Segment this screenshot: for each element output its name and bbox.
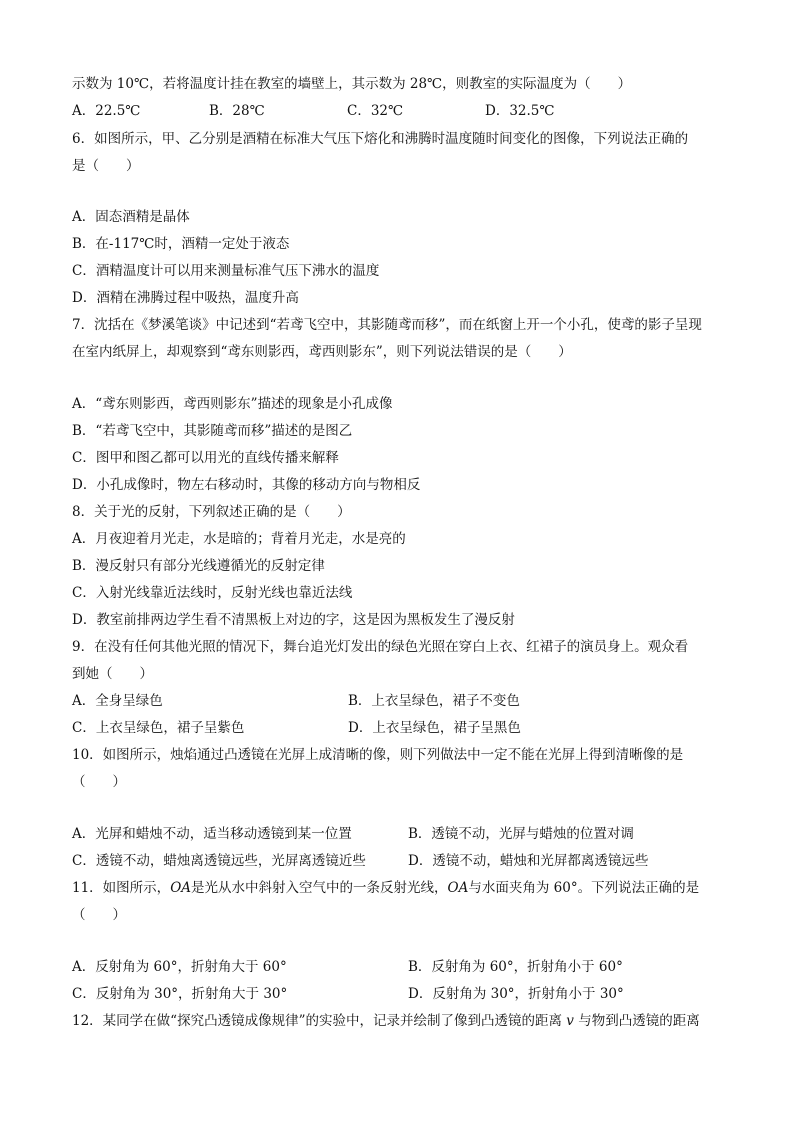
q7-option-b: B．“若鸢飞空中，其影随鸢而移”描述的是图乙	[72, 423, 353, 439]
q6-option-b: B．在-117℃时，酒精一定处于液态	[72, 236, 290, 252]
q10-stem-line2: （ ）	[72, 774, 126, 790]
q9-stem-line2: 到她（ ）	[72, 666, 153, 682]
q11-option-a: A．反射角为 60°，折射角大于 60°	[72, 959, 287, 975]
q7-option-c: C．图甲和图乙都可以用光的直线传播来解释	[72, 450, 339, 466]
q11-stem-mid: 是光从水中斜射入空气中的一条反射光线，	[191, 880, 448, 896]
q11-number: 11．如图所示，	[72, 880, 171, 896]
q9-options-row1	[72, 691, 732, 711]
q6-option-d: D．酒精在沸腾过程中吸热，温度升高	[72, 290, 299, 306]
q9-option-c: C．上衣呈绿色，裙子呈紫色	[72, 720, 245, 736]
q11-stem-line1	[72, 878, 699, 898]
q10-options-row2	[72, 851, 732, 871]
q5-option-d: D．32.5℃	[485, 103, 555, 119]
q5-stem: 示数为 10℃，若将温度计挂在教室的墙壁上，其示数为 28℃，则教室的实际温度为（ ）	[72, 76, 632, 92]
q11-option-c: C．反射角为 30°，折射角大于 30°	[72, 986, 288, 1002]
q12-v-label: v	[566, 1013, 574, 1029]
q9-option-d: D．上衣呈绿色，裙子呈黑色	[348, 720, 521, 736]
q6-stem-line1: 6．如图所示，甲、乙分别是酒精在标准大气压下熔化和沸腾时温度随时间变化的图像，下列说法正确的	[72, 131, 689, 147]
q11-oa-label-2: OA	[447, 880, 469, 896]
q11-option-d: D．反射角为 30°，折射角小于 30°	[408, 986, 624, 1002]
q11-options-row1	[72, 957, 732, 977]
q11-stem-end: 与水面夹角为 60°。下列说法正确的是	[468, 880, 700, 896]
q7-stem-line1: 7．沈括在《梦溪笔谈》中记述到“若鸢飞空中，其影随鸢而移”，而在纸窗上开一个小孔，使鸢的影子呈现	[72, 317, 702, 333]
q10-option-c: C．透镜不动，蜡烛离透镜远些，光屏离透镜近些	[72, 853, 366, 869]
q12-stem-pre: 12．某同学在做“探究凸透镜成像规律”的实验中，记录并绘制了像到凸透镜的距离	[72, 1013, 567, 1029]
q8-option-a: A．月夜迎着月光走，水是暗的；背着月光走，水是亮的	[72, 531, 406, 547]
q10-stem-line1: 10．如图所示，烛焰通过凸透镜在光屏上成清晰的像，则下列做法中一定不能在光屏上得到清晰像的是	[72, 747, 684, 763]
q9-stem-line1: 9．在没有任何其他光照的情况下，舞台追光灯发出的绿色光照在穿白上衣、红裙子的演员身上。观众看	[72, 639, 689, 655]
q6-option-c: C．酒精温度计可以用来测量标准气压下沸水的温度	[72, 263, 380, 279]
q9-options-row2	[72, 718, 732, 738]
q8-stem: 8．关于光的反射，下列叙述正确的是（ ）	[72, 504, 351, 520]
q10-option-a: A．光屏和蜡烛不动，适当移动透镜到某一位置	[72, 826, 352, 842]
q12-stem-post: 与物到凸透镜的距离	[573, 1013, 700, 1029]
q9-option-a: A．全身呈绿色	[72, 693, 163, 709]
q8-option-b: B．漫反射只有部分光线遵循光的反射定律	[72, 558, 325, 574]
q5-option-c: C．32℃	[347, 103, 404, 119]
q8-option-d: D．教室前排两边学生看不清黑板上对边的字，这是因为黑板发生了漫反射	[72, 612, 515, 628]
q11-option-b: B．反射角为 60°，折射角小于 60°	[408, 959, 623, 975]
q6-option-a: A．固态酒精是晶体	[72, 209, 190, 225]
q12-stem-line1	[72, 1011, 700, 1031]
q11-stem-line2: （ ）	[72, 907, 126, 923]
q5-options	[72, 101, 732, 121]
q5-option-a: A．22.5℃	[72, 103, 141, 119]
q5-option-b: B．28℃	[209, 103, 265, 119]
q11-options-row2	[72, 984, 732, 1004]
q9-option-b: B．上衣呈绿色，裙子不变色	[348, 693, 520, 709]
q7-option-a: A．“鸢东则影西，鸢西则影东”描述的现象是小孔成像	[72, 396, 393, 412]
q7-option-d: D．小孔成像时，物左右移动时，其像的移动方向与物相反	[72, 477, 421, 493]
q10-options-row1	[72, 824, 732, 844]
q11-oa-label: OA	[170, 880, 192, 896]
q10-option-d: D．透镜不动，蜡烛和光屏都离透镜远些	[408, 853, 649, 869]
q7-stem-line2: 在室内纸屏上，却观察到“鸢东则影西，鸢西则影东”，则下列说法错误的是（ ）	[72, 344, 572, 360]
q10-option-b: B．透镜不动，光屏与蜡烛的位置对调	[408, 826, 634, 842]
q6-stem-line2: 是（ ）	[72, 158, 140, 174]
q8-option-c: C．入射光线靠近法线时，反射光线也靠近法线	[72, 585, 353, 601]
